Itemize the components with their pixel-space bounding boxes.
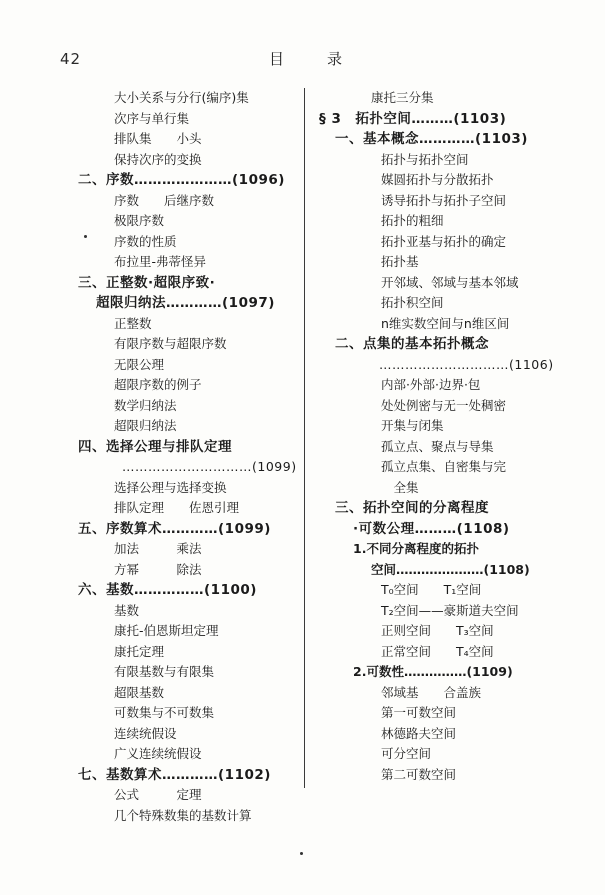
toc-right-entry: 内部·外部·边界·包 <box>381 377 481 392</box>
toc-right-entry: 空间…………………(1108) <box>371 561 530 577</box>
toc-right-entry: 三、拓扑空间的分离程度 <box>335 500 489 516</box>
toc-right-entry: n维实数空间与n维区间 <box>381 315 510 331</box>
toc-left-entry: 数学归纳法 <box>114 397 177 413</box>
toc-left-entry: 四、选择公理与排队定理 <box>78 438 232 455</box>
toc-right-entry: 拓扑积空间 <box>381 295 444 310</box>
toc-column-right <box>305 88 554 788</box>
toc-left-entry: 有限序数与超限序数 <box>114 336 227 351</box>
toc-left-entry: 几个特殊数集的基数计算 <box>114 807 252 823</box>
toc-right-entry: 诱导拓扑与拓扑子空间 <box>381 192 507 208</box>
toc-right-entry: 康托三分集 <box>371 90 434 105</box>
toc-right-entry: 正则空间 T₃空间 <box>381 623 494 638</box>
toc-left-entry: 广义连续统假设 <box>114 746 202 761</box>
toc-left-entry: 方幂 除法 <box>114 561 202 577</box>
toc-column-left <box>62 88 305 823</box>
toc-left-entry: 排队定理 佐恩引理 <box>114 500 240 515</box>
toc-right-entry: 邻域基 合盖族 <box>381 684 482 700</box>
toc-left-entry: 正整数 <box>114 315 152 331</box>
toc-right-entry: 第一可数空间 <box>381 705 457 720</box>
toc-right-entry: 拓扑的粗细 <box>381 213 444 228</box>
toc-right-entry: 第二可数空间 <box>381 766 457 782</box>
toc-right-entry: 孤立点集、自密集与完 <box>381 459 507 474</box>
toc-left-entry: 布拉里-弗蒂怪异 <box>114 254 207 269</box>
toc-left-entry: 序数的性质 <box>114 233 177 249</box>
page-number: 42 <box>60 50 82 68</box>
toc-right-entry: 正常空间 T₄空间 <box>381 643 494 659</box>
toc-left-entry: 排队集 小头 <box>114 131 202 146</box>
toc-left-entry: 无限公理 <box>114 356 165 372</box>
toc-left-entry: 序数 后继序数 <box>114 192 215 208</box>
toc-right-entry: T₂空间——豪斯道夫空间 <box>381 602 519 618</box>
toc-left-entry: 超限基数 <box>114 684 165 700</box>
toc-left-entry: 大小关系与分行(编序)集 <box>114 90 249 105</box>
toc-right-entry: 拓扑基 <box>381 254 419 269</box>
toc-right-entry: 全集 <box>381 479 419 495</box>
toc-left-entry: 有限基数与有限集 <box>114 664 215 679</box>
toc-left-entry: 公式 定理 <box>114 787 202 802</box>
toc-right-entry: T₀空间 T₁空间 <box>381 582 482 597</box>
toc-right-entry: 孤立点、聚点与导集 <box>381 438 494 454</box>
toc-left-entry: 五、序数算术…………(1099) <box>78 520 271 537</box>
toc-right-entry: 1.不同分离程度的拓扑 <box>353 541 479 556</box>
toc-right-entry: § 3 拓扑空间………(1103) <box>319 110 507 127</box>
toc-left-entry: 超限序数的例子 <box>114 377 202 392</box>
toc-left-entry: 超限归纳法…………(1097) <box>96 295 275 311</box>
toc-right-entry: 林德路夫空间 <box>381 725 457 741</box>
toc-right-entry: 开集与闭集 <box>381 418 444 433</box>
toc-left-entry: 超限归纳法 <box>114 418 177 433</box>
footer-dot <box>300 852 303 855</box>
toc-left-entry: 选择公理与选择变换 <box>114 479 227 495</box>
toc-right-entry: 可分空间 <box>381 746 432 761</box>
toc-left-entry: 连续统假设 <box>114 725 177 741</box>
toc-right-entry: 开邻域、邻域与基本邻域 <box>381 274 519 290</box>
toc-right-entry: 二、点集的基本拓扑概念 <box>335 336 489 352</box>
toc-right-entry: …………………………(1106) <box>379 356 554 372</box>
toc-right-entry: ·可数公理………(1108) <box>353 520 510 537</box>
toc-left-entry: 三、正整数·超限序致· <box>78 274 216 291</box>
toc-right-entry: 2.可数性……………(1109) <box>353 664 513 679</box>
toc-left-entry: 可数集与不可数集 <box>114 705 215 720</box>
toc-left-entry: 加法 乘法 <box>114 541 202 556</box>
toc-left-entry: 二、序数…………………(1096) <box>78 172 285 188</box>
toc-right-entry: 处处例密与无一处稠密 <box>381 397 507 413</box>
toc-left-entry: 保持次序的变换 <box>114 151 202 167</box>
toc-right-entry: 拓扑与拓扑空间 <box>381 151 469 167</box>
toc-left-entry: 六、基数……………(1100) <box>78 582 257 598</box>
toc-left-entry: 极限序数 <box>114 213 165 228</box>
toc-columns <box>62 88 554 823</box>
toc-left-entry: 康托定理 <box>114 643 165 659</box>
toc-left-entry: …………………………(1099) <box>122 459 297 474</box>
toc-right-entry: 拓扑亚基与拓扑的确定 <box>381 233 507 249</box>
toc-right-entry: 媒圆拓扑与分散拓扑 <box>381 172 494 187</box>
toc-left-entry: 次序与单行集 <box>114 110 190 126</box>
toc-left-entry: 康托-伯恩斯坦定理 <box>114 623 219 638</box>
toc-right-entry: 一、基本概念…………(1103) <box>335 131 528 147</box>
toc-left-entry: 基数 <box>114 602 140 618</box>
running-head-title: 目 录 <box>268 50 356 68</box>
page-header <box>60 48 545 70</box>
toc-left-entry: 七、基数算术…………(1102) <box>78 766 271 783</box>
